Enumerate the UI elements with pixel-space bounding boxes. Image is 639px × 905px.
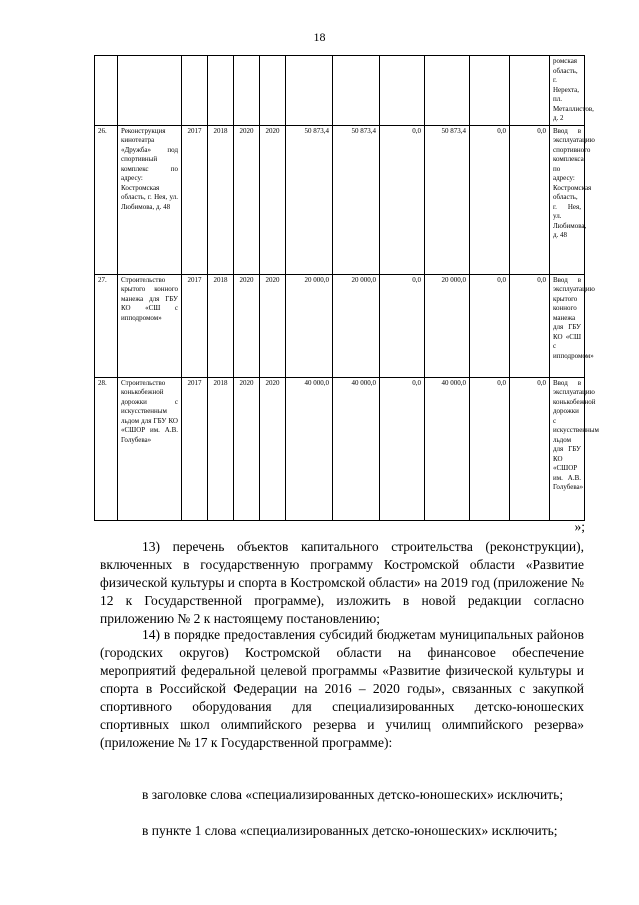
table-row <box>95 125 585 274</box>
cell-result: Ввод в эксплуатацию спортивного комплекса по адресу: Костромская область, г. Нея, ул. Любимова, д. 48 <box>550 125 585 274</box>
cell-amount: 0,0 <box>380 377 425 520</box>
paragraph-item-13: 13) перечень объектов капитального строительства (реконструкции), включенных в государственную программу Костромской области «Развитие физической культуры и спорта в Костромской области» на 2019 год (приложение № 12 к Государственной программе), изложить в новой редакции согласно приложению № 2 к настоящему постановлению; <box>100 539 584 626</box>
cell-amount: 40 000,0 <box>333 377 380 520</box>
paragraph-point-1-change: в пункте 1 слова «специализированных детско-юношеских» исключить; <box>142 823 558 838</box>
cell-no: 27. <box>95 274 118 377</box>
cell-amount <box>286 56 333 126</box>
cell-year: 2020 <box>260 377 286 520</box>
cell-year: 2018 <box>208 125 234 274</box>
paragraph-item-14: 14) в порядке предоставления субсидий бюджетам муниципальных районов (городских округов) Костромской области на финансовое обеспечение мероприятий федеральной целевой программы «Развитие физической культуры и спорта в Российской Федерации на 2016 – 2020 годы», связанных с закупкой спортивного оборудования для специализированных детско-юношеских спортивных школ олимпийского резерва и училищ олимпийского резерва» (приложение № 17 к Государственной программе): <box>100 627 584 750</box>
cell-year: 2020 <box>260 274 286 377</box>
closing-quote-mark: »; <box>574 519 585 534</box>
cell-year: 2020 <box>260 125 286 274</box>
cell-amount: 50 873,4 <box>333 125 380 274</box>
cell-no: 26. <box>95 125 118 274</box>
cell-amount: 0,0 <box>470 377 510 520</box>
cell-amount <box>380 56 425 126</box>
capital-objects-table <box>94 55 599 521</box>
paragraph-heading-change: в заголовке слова «специализированных детско-юношеских» исключить; <box>142 787 564 802</box>
cell-amount: 0,0 <box>510 377 550 520</box>
cell-amount: 0,0 <box>380 125 425 274</box>
cell-name: Реконструкция кинотеатра «Дружба» под спортивный комплекс по адресу: Костромская область, г. Нея, ул. Любимова, д. 48 <box>118 125 182 274</box>
cell-amount: 0,0 <box>380 274 425 377</box>
cell-amount: 50 873,4 <box>425 125 470 274</box>
cell-no <box>95 56 118 126</box>
cell-year: 2020 <box>234 274 260 377</box>
cell-year <box>260 56 286 126</box>
cell-name: Строительство конькобежной дорожки с искусственным льдом для ГБУ КО «СШОР им. А.В. Голубева» <box>118 377 182 520</box>
cell-amount: 20 000,0 <box>286 274 333 377</box>
table-row <box>95 377 585 520</box>
cell-amount <box>510 56 550 126</box>
cell-result: Ввод в эксплуатацию конькобежной дорожки с искусственным льдом для ГБУ КО «СШОР им. А.В. Голубева» <box>550 377 585 520</box>
cell-amount: 0,0 <box>510 125 550 274</box>
cell-amount <box>470 56 510 126</box>
cell-amount: 40 000,0 <box>286 377 333 520</box>
cell-year: 2017 <box>182 125 208 274</box>
cell-result: Ввод в эксплуатацию крытого конного манежа для ГБУ КО «СШ с ипподромом» <box>550 274 585 377</box>
cell-name: Строительство крытого конного манежа для ГБУ КО «СШ с ипподромом» <box>118 274 182 377</box>
cell-result: ромская область, г. Нерехта, пл. Металлистов, д. 2 <box>550 56 585 126</box>
cell-amount <box>425 56 470 126</box>
page-number: 18 <box>313 30 326 44</box>
cell-amount <box>333 56 380 126</box>
cell-no: 28. <box>95 377 118 520</box>
cell-amount: 40 000,0 <box>425 377 470 520</box>
cell-year <box>208 56 234 126</box>
cell-year: 2020 <box>234 125 260 274</box>
cell-amount: 20 000,0 <box>425 274 470 377</box>
table-row <box>95 274 585 377</box>
cell-year <box>182 56 208 126</box>
cell-year: 2018 <box>208 377 234 520</box>
cell-year <box>234 56 260 126</box>
cell-year: 2017 <box>182 377 208 520</box>
cell-amount: 0,0 <box>470 125 510 274</box>
cell-amount: 50 873,4 <box>286 125 333 274</box>
cell-amount: 0,0 <box>510 274 550 377</box>
cell-name <box>118 56 182 126</box>
cell-amount: 20 000,0 <box>333 274 380 377</box>
cell-year: 2018 <box>208 274 234 377</box>
table-row <box>95 56 585 126</box>
cell-year: 2017 <box>182 274 208 377</box>
cell-year: 2020 <box>234 377 260 520</box>
cell-amount: 0,0 <box>470 274 510 377</box>
